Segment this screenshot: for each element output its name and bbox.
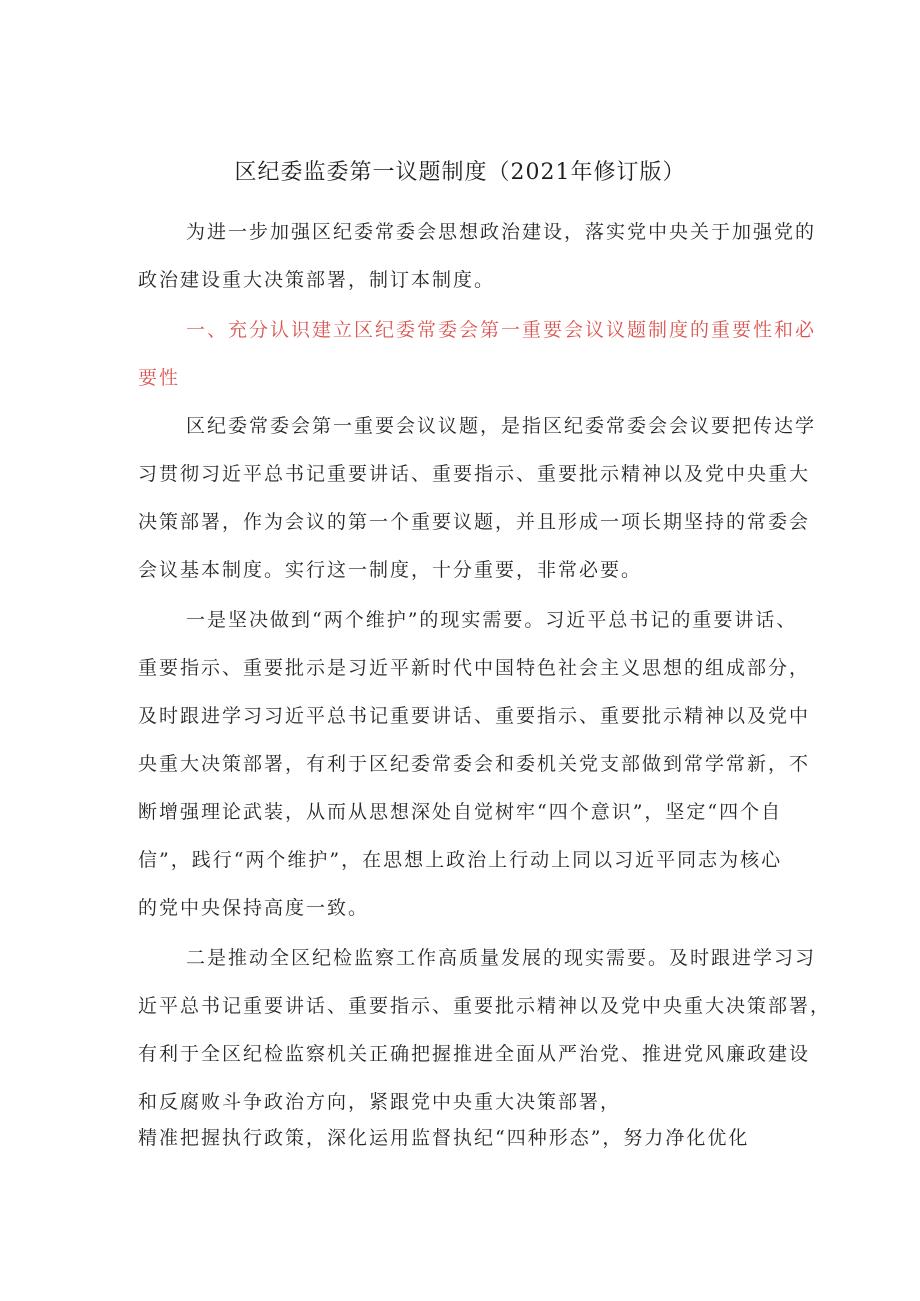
paragraph-2-line-6: 信”，践行“两个维护”，在思想上政治上行动上同以习近平同志为核心	[138, 849, 783, 871]
paragraph-2-line-5: 断增强理论武装，从而从思想深处自觉树牢“四个意识”，坚定“四个自	[138, 801, 783, 823]
paragraph-1-line-1: 区纪委常委会第一重要会议议题，是指区纪委常委会会议要把传达学	[186, 415, 817, 437]
section-heading-line-1: 一、充分认识建立区纪委常委会第一重要会议议题制度的重要性和必	[186, 319, 817, 341]
paragraph-1-line-3: 决策部署，作为会议的第一个重要议题，并且形成一项长期坚持的常委会	[138, 511, 811, 533]
intro-line-2: 政治建设重大决策部署，制订本制度。	[138, 269, 496, 291]
document-title: 区纪委监委第一议题制度（2021年修订版）	[234, 160, 686, 185]
intro-paragraph	[138, 208, 817, 304]
paragraph-2-line-4: 央重大决策部署，有利于区纪委常委会和委机关党支部做到常学常新，不	[138, 753, 811, 775]
paragraph-3-line-4: 和反腐败斗争政治方向，紧跟党中央重大决策部署，	[138, 1091, 622, 1113]
paragraph-4	[138, 1114, 788, 1162]
paragraph-2-line-7: 的党中央保持高度一致。	[138, 897, 370, 919]
paragraph-3-line-2: 近平总书记重要讲话、重要指示、重要批示精神以及党中央重大决策部署，	[138, 995, 832, 1017]
paragraph-1-line-2: 习贯彻习近平总书记重要讲话、重要指示、重要批示精神以及党中央重大	[138, 463, 811, 485]
section-heading-1	[138, 306, 817, 402]
paragraph-3	[138, 934, 832, 1126]
paragraph-2-line-2: 重要指示、重要批示是习近平新时代中国特色社会主义思想的组成部分，	[138, 657, 811, 679]
paragraph-2-line-1: 一是坚决做到“两个维护”的现实需要。习近平总书记的重要讲话、	[186, 609, 798, 631]
paragraph-2	[138, 596, 811, 932]
paragraph-3-line-1: 二是推动全区纪检监察工作高质量发展的现实需要。及时跟进学习习	[186, 947, 817, 969]
paragraph-2-line-3: 及时跟进学习习近平总书记重要讲话、重要指示、重要批示精神以及党中	[138, 705, 811, 727]
paragraph-4-line-1: 精准把握执行政策，深化运用监督执纪“四种形态”，努力净化优化	[138, 1127, 750, 1149]
paragraph-1	[138, 402, 817, 594]
intro-line-1: 为进一步加强区纪委常委会思想政治建设，落实党中央关于加强党的	[186, 221, 817, 243]
paragraph-1-line-4: 会议基本制度。实行这一制度，十分重要，非常必要。	[138, 559, 643, 581]
section-heading-line-2: 要性	[138, 367, 181, 389]
paragraph-3-line-3: 有利于全区纪检监察机关正确把握推进全面从严治党、推进党风廉政建设	[138, 1043, 811, 1065]
